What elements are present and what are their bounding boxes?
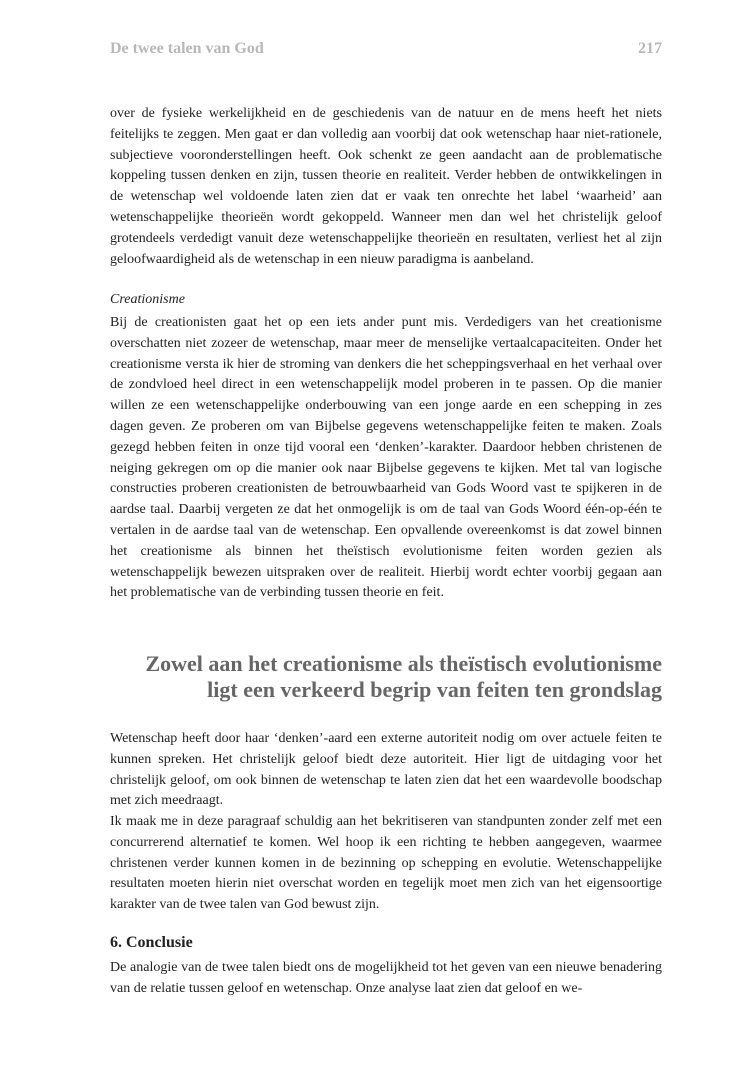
section-heading: 6. Conclusie — [110, 934, 193, 951]
paragraph: Bij de creationisten gaat het op een iets ander punt mis. Verdedigers van het creationisme overschatten niet zozeer de wetenschap, maar meer de menselijke vertaalcapaciteiten. Onder het creationisme versta ik hier de stroming van denkers die het scheppingsverhaal en het verhaal over de zondvloed heel direct in een wetenschappelijk model proberen in te passen. Op die manier willen ze een wetenschappelijke onderbouwing van een jonge aarde en een schepping in zes dagen geven. Ze proberen om van Bijbelse gegevens wetenschappelijke feiten te maken. Zoals gezegd hebben feiten in onze tijd vooral een ‘denken’-karakter. Daardoor hebben christenen de neiging gekregen om op die manier ook naar Bijbelse gegevens te kijken. Met tal van logische constructies proberen creationisten de betrouwbaarheid van Gods Woord vast te spijkeren in de aardse taal. Daarbij vergeten ze dat het onmogelijk is om de taal van Gods Woord één-op-één te vertalen in de aardse taal van de wetenschap. Een opvallende overeenkomst is dat zowel binnen het creationisme als binnen het theïstisch evolutionisme feiten worden gezien als wetenschappelijk bewezen uitspraken over de realiteit. Hierbij wordt echter voorbij gegaan aan het problematische van de verbinding tussen theorie en feit. — [110, 315, 662, 601]
subheading-creationisme: Creationisme — [110, 292, 185, 307]
pull-quote-line: ligt een verkeerd begrip van feiten ten grondslag — [207, 677, 662, 702]
pull-quote-line: Zowel aan het creationisme als theïstisch evolutionisme — [145, 651, 662, 676]
pull-quote — [110, 651, 662, 703]
paragraph: Wetenschap heeft door haar ‘denken’-aard een externe autoriteit nodig om over actuele feiten te kunnen spreken. Het christelijk geloof biedt deze autoriteit. Hier ligt de uitdaging voor het christelijk geloof, om ook binnen de wetenschap te laten zien dat het een waardevolle boodschap met zich meedraagt. — [110, 731, 662, 809]
paragraph: De analogie van de twee talen biedt ons de mogelijkheid tot het geven van een nieuwe benadering van de relatie tussen geloof en wetenschap. Onze analyse laat zien dat geloof en we- — [110, 960, 662, 996]
paragraph: over de fysieke werkelijkheid en de geschiedenis van de natuur en de mens heeft het niets feitelijks te zeggen. Men gaat er dan volledig aan voorbij dat ook wetenschap haar niet-rationele, subjectieve vooronderstellingen heeft. Ook schenkt ze geen aandacht aan de problematische koppeling tussen denken en zijn, tussen theorie en realiteit. Verder hebben de ontwikkelingen in de wetenschap wel voldoende laten zien dat er vaak ten onrechte het label ‘waarheid’ aan wetenschappelijke theorieën wordt gekoppeld. Wanneer men dan wel het christelijk geloof grotendeels verdedigt vanuit deze wetenschappelijke theorieën en resultaten, verliest het al zijn geloofwaardigheid als de wetenschap in een nieuw paradigma is aanbeland. — [110, 106, 662, 267]
running-head — [110, 40, 662, 58]
paragraph: Ik maak me in deze paragraaf schuldig aan het bekritiseren van standpunten zonder zelf met een concurrerend alternatief te komen. Wel hoop ik een richting te hebben aangegeven, waarmee christenen verder kunnen komen in de bezinning op schepping en evolutie. Wetenschappelijke resultaten moeten hierin niet overschat worden en tegelijk moet men zich van het eigensoortige karakter van de twee talen van God bewust zijn. — [110, 814, 662, 913]
running-title: De twee talen van God — [110, 40, 264, 57]
page-number: 217 — [638, 40, 662, 57]
